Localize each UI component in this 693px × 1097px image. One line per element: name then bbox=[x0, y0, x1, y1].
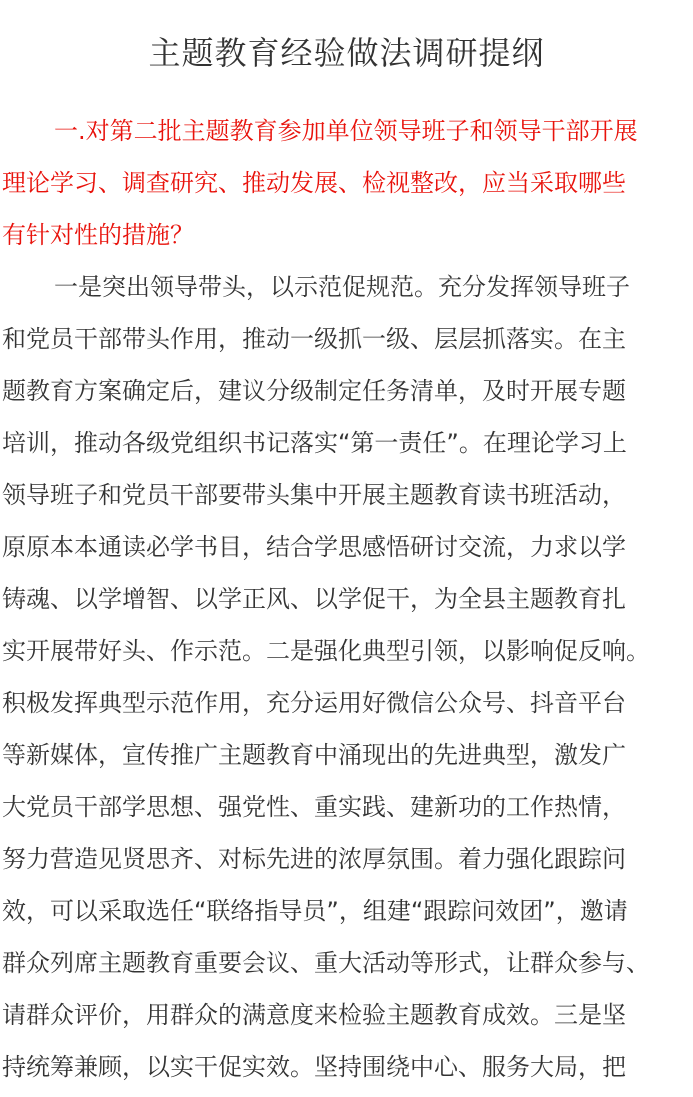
document-content bbox=[0, 105, 693, 1093]
body-line: 领导班子和党员干部要带头集中开展主题教育读书班活动， bbox=[2, 481, 626, 509]
body-line: 原原本本通读必学书目，结合学思感悟研讨交流，力求以学 bbox=[2, 533, 626, 561]
body-line: 效，可以采取选任“联络指导员”，组建“跟踪问效团”，邀请 bbox=[2, 897, 628, 925]
body-line: 群众列席主题教育重要会议、重大活动等形式，让群众参与、 bbox=[2, 949, 650, 977]
question-line: 理论学习、调查研究、推动发展、检视整改，应当采取哪些 bbox=[2, 169, 626, 197]
question-line: 有针对性的措施？ bbox=[2, 221, 194, 249]
body-line: 持统筹兼顾，以实干促实效。坚持围绕中心、服务大局，把 bbox=[2, 1053, 626, 1081]
body-line: 大党员干部学思想、强党性、重实践、建新功的工作热情， bbox=[2, 793, 626, 821]
body-line: 题教育方案确定后，建议分级制定任务清单，及时开展专题 bbox=[2, 377, 626, 405]
body-line: 积极发挥典型示范作用，充分运用好微信公众号、抖音平台 bbox=[2, 689, 626, 717]
body-line: 和党员干部带头作用，推动一级抓一级、层层抓落实。在主 bbox=[2, 325, 626, 353]
body-line: 努力营造见贤思齐、对标先进的浓厚氛围。着力强化跟踪问 bbox=[2, 845, 626, 873]
document-title: 主题教育经验做法调研提纲 bbox=[148, 34, 545, 72]
body-line: 请群众评价，用群众的满意度来检验主题教育成效。三是坚 bbox=[2, 1001, 626, 1029]
body-line: 实开展带好头、作示范。二是强化典型引领，以影响促反响。 bbox=[2, 637, 650, 665]
body-line: 等新媒体，宣传推广主题教育中涌现出的先进典型，激发广 bbox=[2, 741, 626, 769]
body-line: 一是突出领导带头，以示范促规范。充分发挥领导班子 bbox=[54, 273, 630, 301]
body-line: 培训，推动各级党组织书记落实“第一责任”。在理论学习上 bbox=[2, 429, 627, 457]
question-line: 一.对第二批主题教育参加单位领导班子和领导干部开展 bbox=[54, 117, 638, 145]
body-line: 铸魂、以学增智、以学正风、以学促干，为全县主题教育扎 bbox=[2, 585, 626, 613]
